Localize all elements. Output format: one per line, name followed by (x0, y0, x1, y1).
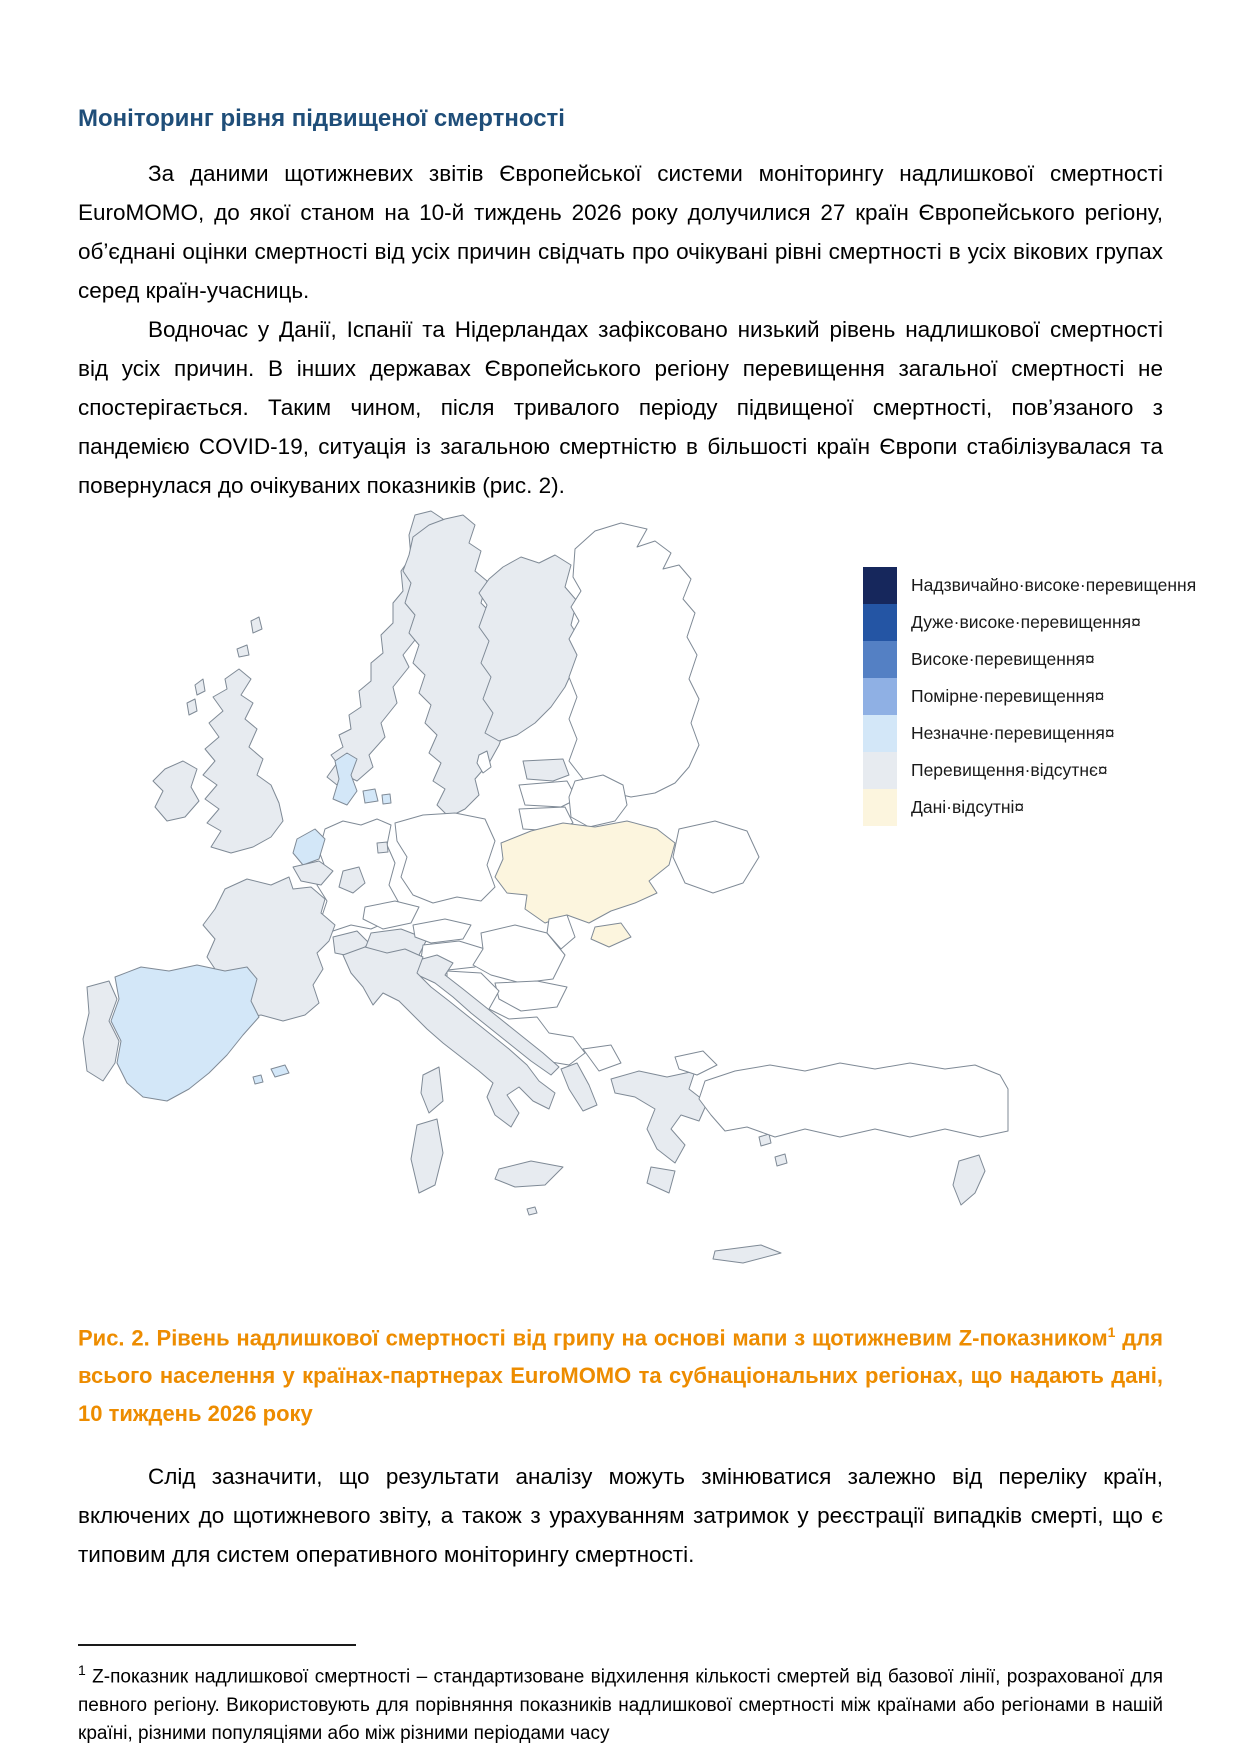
page-title: Моніторинг рівня підвищеної смертності (78, 105, 565, 132)
map-country-uk (203, 669, 283, 853)
page-content (78, 0, 1197, 1748)
footnote-text: Z-показник надлишкової смертності – стандартизоване відхилення кількості смертей від базової лінії, розрахованої для певного регіону. Використовують для порівняння показників надлишкової смертності між країнами або регіонами в нашій країні, різними популяціями або між різними періодами часу (78, 1666, 1163, 1744)
figure-caption-text: Рис. 2. Рівень надлишкової смертності від грипу на основі мапи з щотижневим Z-показником (78, 1325, 1108, 1351)
map-country-cyprus (953, 1155, 985, 1205)
map-country-slovakia (413, 919, 471, 943)
legend-item (863, 678, 1196, 715)
map-country-denmark-island (363, 789, 378, 803)
map-country-bulgaria (495, 981, 567, 1011)
legend-label: Помірне·перевищення¤ (911, 686, 1105, 706)
map-island-sicily (495, 1161, 563, 1187)
map-region-berlin (377, 842, 388, 853)
map-country-poland (395, 813, 495, 903)
figure-caption-text-2: для всього населення у країнах-партнерах EuroMOMO та субнаціональних регіонах, що надають дані, 10 тиждень 2026 року (78, 1325, 1163, 1427)
map-island-sardinia (411, 1119, 443, 1193)
legend-label: Дуже·високе·перевищення¤ (911, 612, 1141, 632)
map-country-uk-hebrides (187, 699, 197, 715)
legend-swatch-none (863, 752, 897, 789)
legend-label: Надзвичайно·високе·перевищення (911, 575, 1197, 595)
legend-swatch-very-high (863, 604, 897, 641)
map-country-greece (611, 1071, 707, 1163)
map-country-ireland (153, 761, 199, 821)
map-country-latvia (519, 781, 577, 807)
map-country-belarus (569, 775, 627, 827)
legend-swatch-moderate (863, 678, 897, 715)
map-country-turkey (699, 1063, 1008, 1137)
map-country-uk-hebrides (195, 679, 205, 695)
legend-swatch-extraordinary (863, 567, 897, 604)
legend-item (863, 604, 1196, 641)
map-island-aegean (775, 1154, 787, 1166)
map-country-spain (111, 965, 259, 1101)
legend-label: Високе·перевищення¤ (911, 649, 1095, 669)
map-country-netherlands (293, 829, 325, 865)
map-country-denmark-island (382, 794, 391, 804)
map-country-russia-east (673, 821, 759, 893)
legend-item (863, 789, 1196, 826)
legend-label: Незначне·перевищення¤ (911, 723, 1115, 743)
legend-item (863, 641, 1196, 678)
map-country-north-macedonia (583, 1045, 621, 1071)
footnote-separator (78, 1644, 356, 1646)
footnote-reference: 1 (1107, 1324, 1116, 1340)
map-island-malta (527, 1207, 537, 1215)
map-country-russia-north (569, 523, 699, 797)
map-country-finland (479, 555, 581, 741)
map-country-estonia (523, 759, 569, 781)
legend-label: Дані·відсутні¤ (911, 797, 1025, 817)
map-legend (863, 567, 1196, 826)
map-region-turkey-europe (675, 1051, 717, 1075)
map-country-albania (561, 1063, 597, 1111)
figure-map (78, 509, 1241, 1287)
map-country-ukraine (495, 821, 675, 923)
map-country-portugal (83, 981, 119, 1081)
paragraph-1: За даними щотижневих звітів Європейської системи моніторингу надлишкової смертності EuroMOMO, до якої станом на 10-й тиждень 2026 року долучилися 27 країн Європейського регіону, об’єднані оцінки смертності від усіх причин свідчать про очікувані рівні смертності в усіх вікових групах серед країн-учасниць. (78, 161, 1163, 303)
legend-item (863, 567, 1196, 604)
legend-swatch-high (863, 641, 897, 678)
legend-label: Перевищення·відсутнє¤ (911, 760, 1108, 780)
map-region-crimea (591, 923, 631, 947)
footnote-number: 1 (78, 1662, 86, 1679)
map-country-uk-orkney (237, 645, 249, 657)
map-region-peloponnese (647, 1167, 675, 1193)
paragraph-2: Водночас у Данії, Іспанії та Нідерландах зафіксовано низький рівень надлишкової смертності від усіх причин. В інших державах Європейського регіону перевищення загальної смертності не спостерігається. Таким чином, після тривалого періоду підвищеної смертності, пов’язаного з пандемією COVID-19, ситуація із загальною смертністю в більшості країн Європи стабілізувалася та повернулася до очікуваних показників (рис. 2). (78, 317, 1163, 498)
map-island-balearic (253, 1075, 263, 1084)
legend-swatch-no-data (863, 789, 897, 826)
figure-caption (78, 1313, 1163, 1433)
footnote (78, 1656, 1163, 1747)
paragraph-3: Слід зазначити, що результати аналізу можуть змінюватися залежно від переліку країн, включених до щотижневого звіту, а також з урахуванням затримок у реєстрації випадків смерті, що є типовим для систем оперативного моніторингу смертності. (78, 1464, 1163, 1568)
map-country-uk-shetland (251, 617, 262, 633)
legend-swatch-slight (863, 715, 897, 752)
map-country-crete (713, 1245, 781, 1263)
legend-item (863, 752, 1196, 789)
map-island-balearic (271, 1065, 289, 1077)
map-island-aegean (759, 1134, 771, 1146)
legend-item (863, 715, 1196, 752)
map-island-corsica (421, 1067, 443, 1113)
